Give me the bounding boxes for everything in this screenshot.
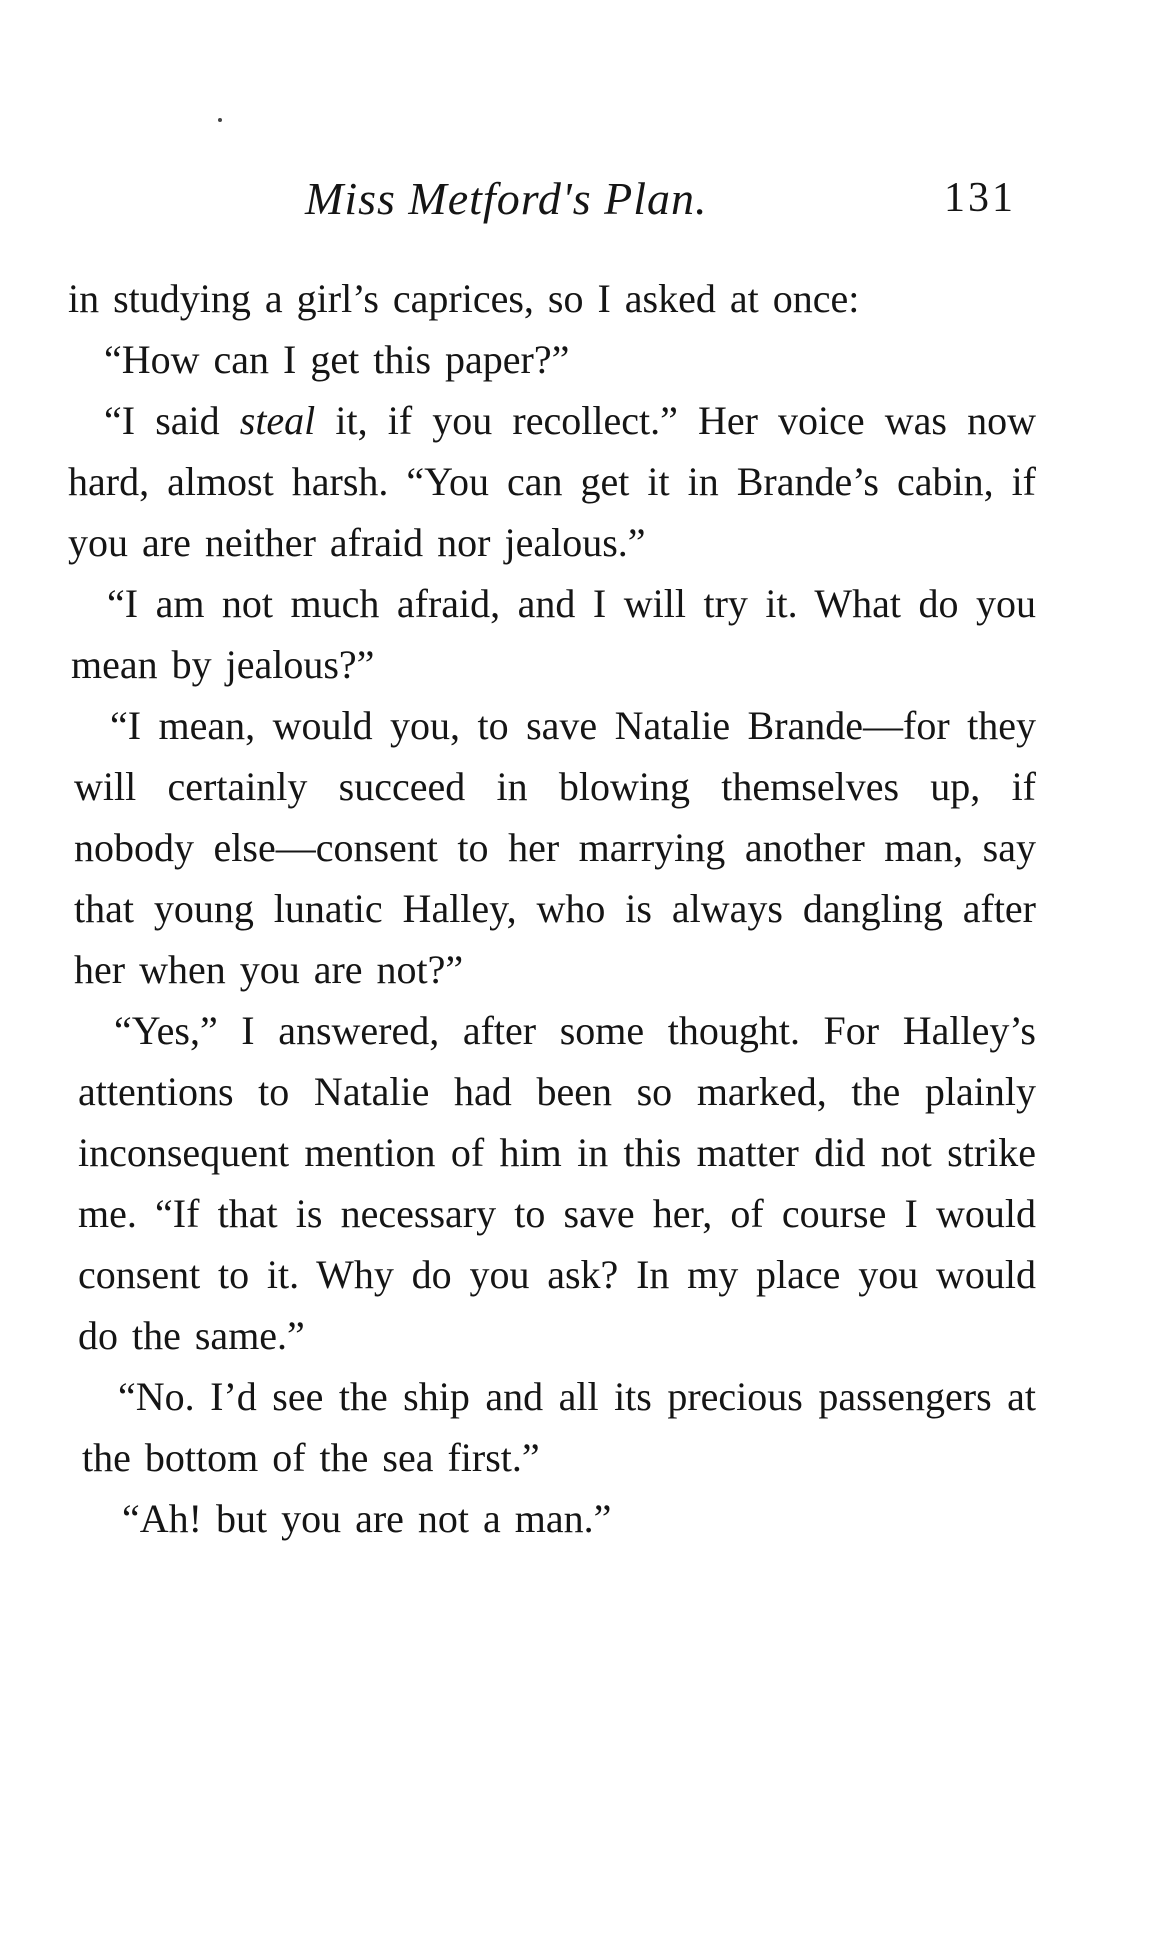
emphasis-text: steal [239, 398, 316, 443]
paragraph-text: in studying a girl’s caprices, so I asked at once: [68, 276, 860, 321]
paragraph-text: “Ah! but you are not a man.” [122, 1496, 612, 1541]
paragraph [68, 268, 1036, 329]
body-text [68, 268, 1036, 1549]
paragraph [71, 573, 1036, 695]
print-speck [218, 118, 222, 122]
paragraph [68, 390, 1036, 573]
paragraph [86, 1488, 1036, 1549]
paragraph [82, 1366, 1036, 1488]
running-title: Miss Metford's Plan. [305, 173, 708, 224]
paragraph [68, 329, 1036, 390]
paragraph-text: “I said [104, 398, 240, 443]
paragraph-text: “How can I get this paper?” [104, 337, 570, 382]
paragraph-text: “No. I’d see the ship and all its precious passengers at the bottom of the sea first.” [82, 1374, 1036, 1480]
paragraph-text: “I mean, would you, to save Natalie Brande—for they will certainly succeed in blowing themselves up, if nobody else—consent to her marrying another man, say that young lunatic Halley, who is always dangling after her when you are not?” [74, 703, 1036, 992]
paragraph [74, 695, 1036, 1000]
paragraph-text: “Yes,” I answered, after some thought. For Halley’s attentions to Natalie had been so marked, the plainly inconsequent mention of him in this matter did not strike me. “If that is necessary to save her, of course I would consent to it. Why do you ask? In my place you would do the same.” [78, 1008, 1036, 1358]
paragraph [78, 1000, 1036, 1366]
paragraph-text: “I am not much afraid, and I will try it. What do you mean by jealous?” [71, 581, 1036, 687]
page-header [0, 172, 1173, 236]
paragraph-text: it, if you recollect.” Her voice was now hard, almost harsh. “You can get it in Brande’s cabin, if you are neither afraid nor jealous.” [68, 398, 1036, 565]
page-number: 131 [944, 175, 1016, 221]
